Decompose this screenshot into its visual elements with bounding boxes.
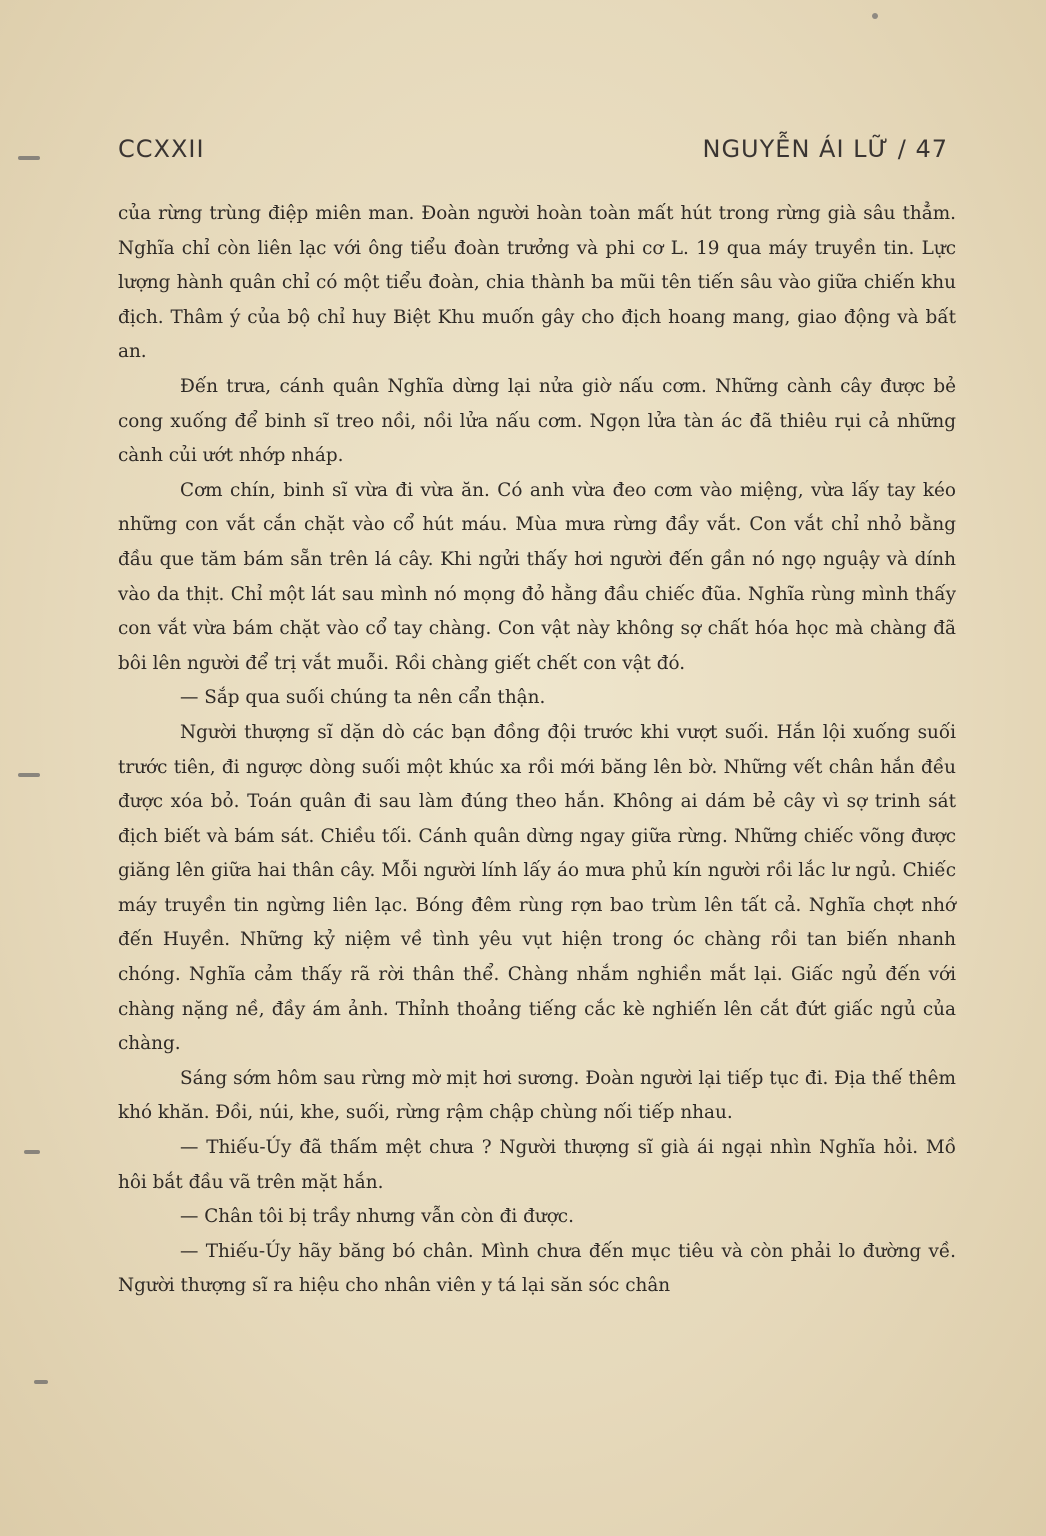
dialogue-line: — Thiếu-Úy hãy băng bó chân. Mình chưa đến mục tiêu và còn phải lo đường về. Người thượng sĩ ra hiệu cho nhân viên y tá lại săn sóc chân — [118, 1240, 956, 1297]
paragraph: Đến trưa, cánh quân Nghĩa dừng lại nửa giờ nấu cơm. Những cành cây được bẻ cong xuống để binh sĩ treo nồi, nồi lửa nấu cơm. Ngọn lửa tàn ác đã thiêu rụi cả những cành củi ướt nhớp nháp. — [118, 375, 956, 467]
dialogue-line: — Chân tôi bị trầy nhưng vẫn còn đi được. — [180, 1206, 574, 1228]
paper-speck — [872, 13, 878, 19]
binding-mark — [24, 1150, 40, 1154]
paragraph: của rừng trùng điệp miên man. Đoàn người hoàn toàn mất hút trong rừng già sâu thẳm. Nghĩa chỉ còn liên lạc với ông tiểu đoàn trưởng và phi cơ L. 19 qua máy truyền tin. Lực lượng hành quân chỉ có một tiểu đoàn, chia thành ba mũi tên tiến sâu vào giữa chiến khu địch. Thâm ý của bộ chỉ huy Biệt Khu muốn gây cho địch hoang mang, giao động và bất an. — [118, 203, 956, 363]
author-and-page-number: NGUYỄN ÁI LỮ / 47 — [702, 135, 948, 163]
binding-mark — [18, 156, 40, 160]
paragraph: Người thượng sĩ dặn dò các bạn đồng đội trước khi vượt suối. Hắn lội xuống suối trước tiên, đi ngược dòng suối một khúc xa rồi mới băng lên bờ. Những vết chân hắn đều được xóa bỏ. Toán quân đi sau làm đúng theo hắn. Không ai dám bẻ cây vì sợ trinh sát địch biết và bám sát. Chiều tối. Cánh quân dừng ngay giữa rừng. Những chiếc võng được giăng lên giữa hai thân cây. Mỗi người lính lấy áo mưa phủ kín người rồi lắc lư ngủ. Chiếc máy truyền tin ngừng liên lạc. Bóng đêm rùng rợn bao trùm lên tất cả. Nghĩa chợt nhớ đến Huyền. Những kỷ niệm về tình yêu vụt hiện trong óc chàng rồi tan biến nhanh chóng. Nghĩa cảm thấy rã rời thân thể. Chàng nhắm nghiền mắt lại. Giấc ngủ đến với chàng nặng nề, đầy ám ảnh. Thỉnh thoảng tiếng cắc kè nghiến lên cắt đứt giấc ngủ của chàng. — [118, 721, 956, 1055]
binding-mark — [18, 773, 40, 777]
body-text — [118, 197, 956, 1304]
binding-mark — [34, 1380, 48, 1384]
dialogue-line: — Thiếu-Úy đã thấm mệt chưa ? Người thượng sĩ già ái ngại nhìn Nghĩa hỏi. Mồ hôi bắt đầu vã trên mặt hắn. — [118, 1137, 956, 1193]
dialogue-line: — Sắp qua suối chúng ta nên cẩn thận. — [180, 687, 546, 709]
page-roman-numeral: CCXXII — [118, 135, 205, 163]
paragraph: Cơm chín, binh sĩ vừa đi vừa ăn. Có anh vừa đeo cơm vào miệng, vừa lấy tay kéo những con vắt cắn chặt vào cổ hút máu. Mùa mưa rừng đầy vắt. Con vắt chỉ nhỏ bằng đầu que tăm bám sẵn trên lá cây. Khi ngửi thấy hơi người đến gần nó ngọ nguậy và dính vào da thịt. Chỉ một lát sau mình nó mọng đỏ hằng đầu chiếc đũa. Nghĩa rùng mình thấy con vắt vừa bám chặt vào cổ tay chàng. Con vật này không sợ chất hóa học mà chàng đã bôi lên người để trị vắt muỗi. Rồi chàng giết chết con vật đó. — [118, 479, 956, 674]
paragraph: Sáng sớm hôm sau rừng mờ mịt hơi sương. Đoàn người lại tiếp tục đi. Địa thế thêm khó khăn. Đồi, núi, khe, suối, rừng rậm chập chùng nối tiếp nhau. — [118, 1067, 956, 1124]
running-header — [118, 135, 948, 169]
